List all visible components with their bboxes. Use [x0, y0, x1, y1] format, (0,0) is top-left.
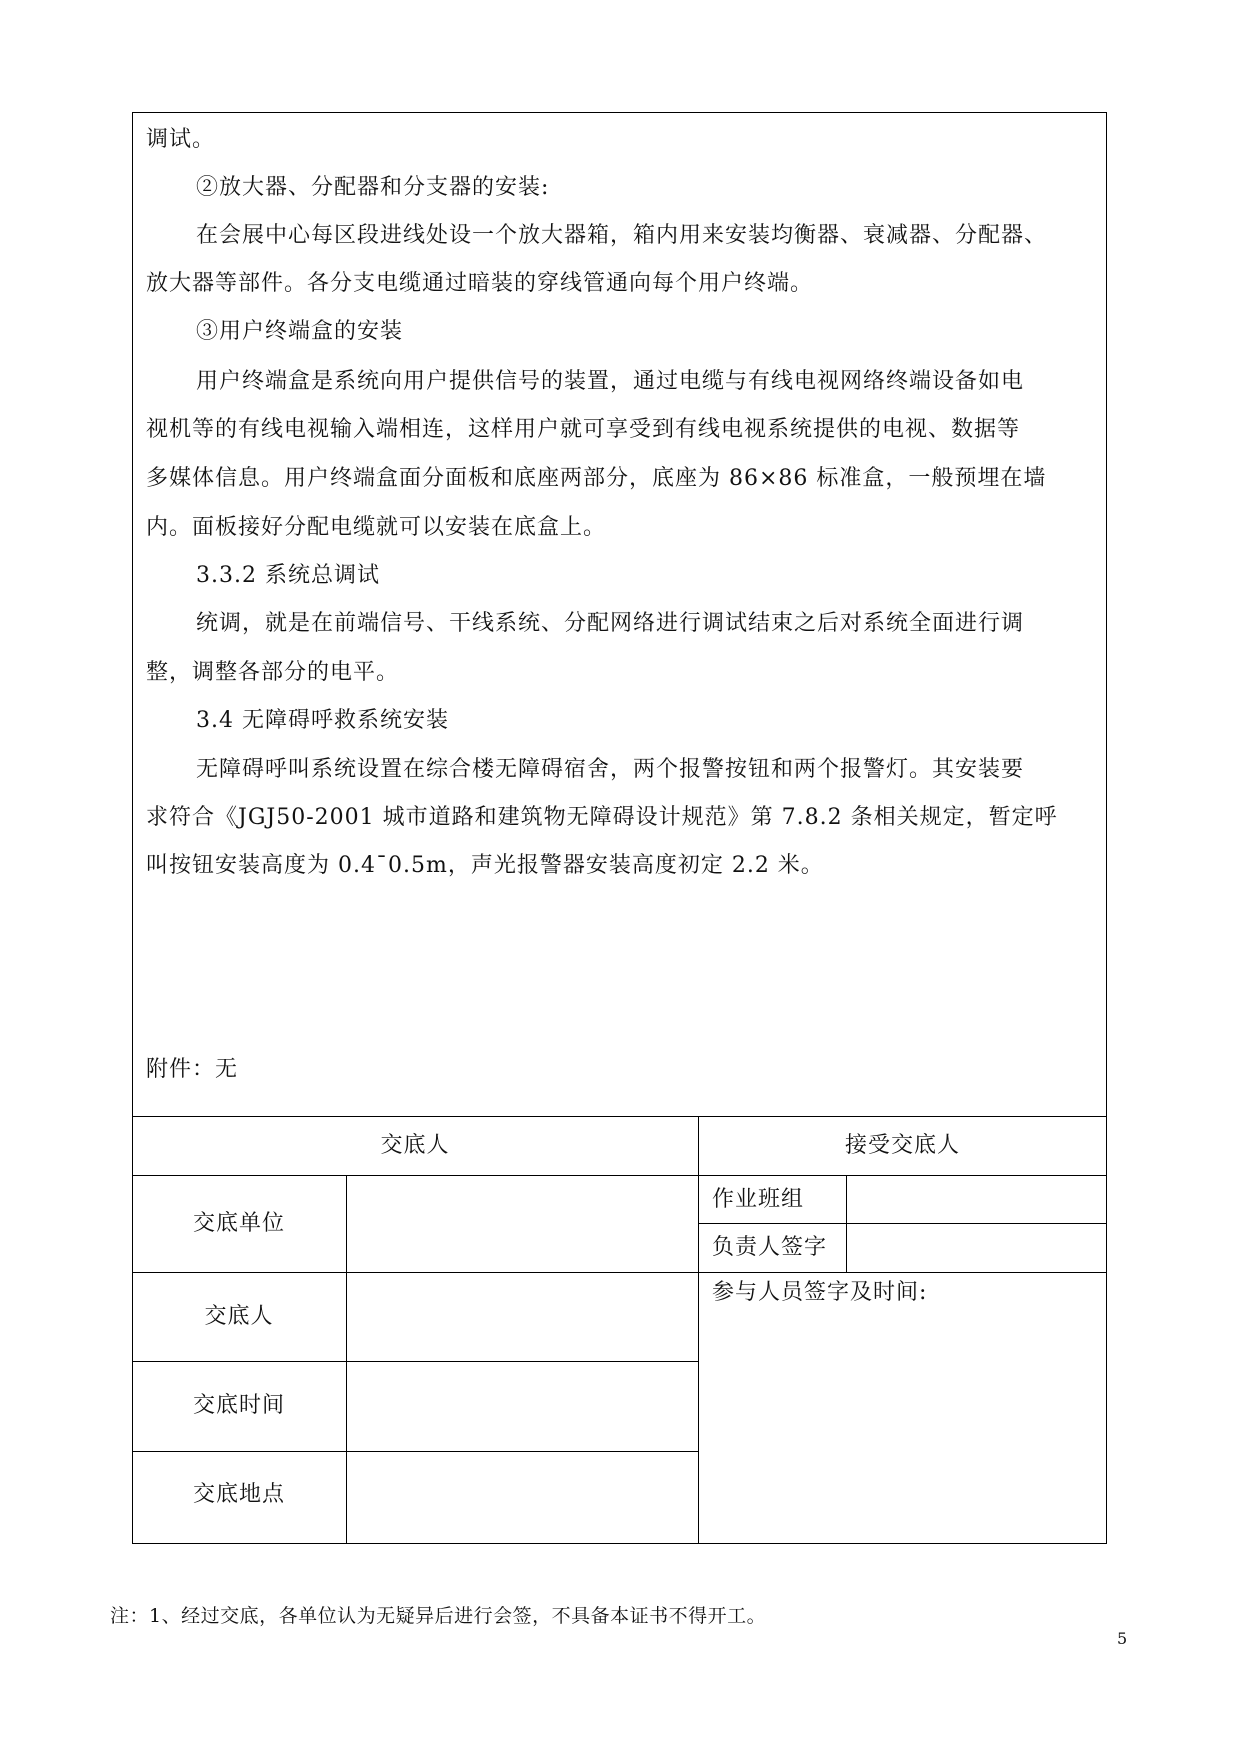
paragraph-line: 视机等的有线电视输入端相连，这样用户就可享受到有线电视系统提供的电视、数据等 — [146, 417, 1021, 442]
paragraph-line: 叫按钮安装高度为 0.4¯0.5m，声光报警器安装高度初定 2.2 米。 — [146, 853, 824, 878]
place-label: 交底地点 — [192, 1482, 285, 1507]
section-heading: 3.3.2 系统总调试 — [196, 563, 380, 588]
table-line — [132, 1451, 698, 1452]
table-line — [346, 1175, 347, 1544]
page-number: 5 — [1117, 1629, 1128, 1648]
table-line — [132, 1272, 1107, 1273]
section-heading: ②放大器、分配器和分支器的安装: — [196, 175, 550, 200]
table-line — [132, 1116, 1107, 1117]
paragraph-line: 内。面板接好分配电缆就可以安装在底盒上。 — [146, 515, 607, 540]
receiver-header: 接受交底人 — [844, 1133, 960, 1158]
paragraph-line: 放大器等部件。各分支电缆通过暗装的穿线管通向每个用户终端。 — [146, 271, 814, 296]
table-line — [132, 1175, 1107, 1176]
attachment-note: 附件：无 — [146, 1057, 239, 1082]
table-line — [132, 1361, 698, 1362]
paragraph-line: 整，调整各部分的电平。 — [146, 660, 400, 685]
unit-label: 交底单位 — [192, 1211, 285, 1236]
giver-header: 交底人 — [380, 1133, 450, 1158]
paragraph-line: 在会展中心每区段进线处设一个放大器箱，箱内用来安装均衡器、衰减器、分配器、 — [196, 223, 1048, 248]
paragraph-line: 用户终端盒是系统向用户提供信号的装置，通过电缆与有线电视网络终端设备如电 — [196, 369, 1025, 394]
section-heading: ③用户终端盒的安装 — [196, 319, 404, 344]
paragraph-line: 求符合《JGJ50-2001 城市道路和建筑物无障碍设计规范》第 7.8.2 条相关规定，暂定呼 — [146, 805, 1058, 830]
footer-note: 注：1、经过交底，各单位认为无疑异后进行会签，不具备本证书不得开工。 — [110, 1605, 767, 1627]
team-label: 作业班组 — [712, 1187, 805, 1212]
person-label: 交底人 — [204, 1304, 274, 1329]
table-line — [698, 1116, 699, 1544]
time-label: 交底时间 — [192, 1393, 285, 1418]
paragraph-line: 多媒体信息。用户终端盒面分面板和底座两部分，底座为 86×86 标准盒，一般预埋在墙 — [146, 466, 1047, 491]
paragraph-line: 无障碍呼叫系统设置在综合楼无障碍宿舍，两个报警按钮和两个报警灯。其安装要 — [196, 757, 1025, 782]
paragraph-line: 统调，就是在前端信号、干线系统、分配网络进行调试结束之后对系统全面进行调 — [196, 611, 1025, 636]
table-line — [698, 1223, 1107, 1224]
section-heading: 3.4 无障碍呼救系统安装 — [196, 708, 449, 733]
table-line — [846, 1175, 847, 1272]
participants-label: 参与人员签字及时间: — [712, 1280, 928, 1305]
paragraph-line: 调试。 — [146, 127, 216, 152]
leader-signature-label: 负责人签字 — [712, 1235, 828, 1260]
